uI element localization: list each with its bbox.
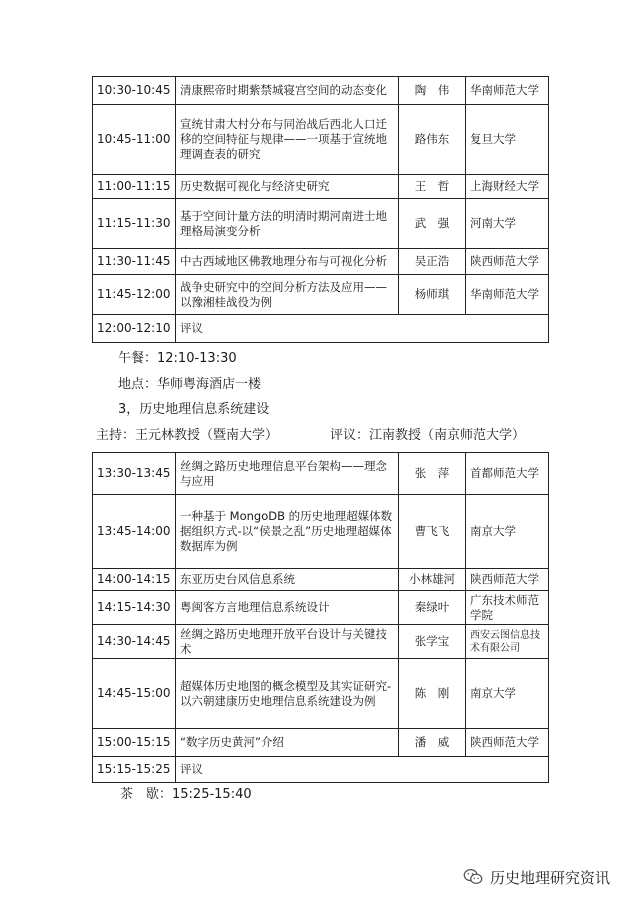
session-host: 主持：王元林教授（暨南大学）: [96, 428, 279, 443]
university-cell: 河南大学: [466, 199, 549, 249]
title-cell: 宣统甘肃大村分布与同治战后西北人口迁移的空间特征与规律——一项基于宣统地理调查表的研究: [176, 105, 399, 175]
speaker-cell: 杨师琪: [399, 275, 466, 315]
table-row: [93, 757, 549, 783]
university-cell: 华南师范大学: [466, 77, 549, 105]
title-cell: 基于空间计量方法的明清时期河南进士地理格局演变分析: [176, 199, 399, 249]
speaker-cell: 张学宝: [399, 625, 466, 659]
table-row: [93, 659, 549, 729]
speaker-cell: 陶 伟: [399, 77, 466, 105]
table-row: [93, 275, 549, 315]
title-cell: 历史数据可视化与经济史研究: [176, 175, 399, 199]
university-cell: 南京大学: [466, 495, 549, 569]
title-cell: 丝绸之路历史地理信息平台架构——理念与应用: [176, 453, 399, 495]
schedule-table-bottom: [92, 452, 549, 783]
university-cell: 广东技术师范学院: [466, 591, 549, 625]
table-row: [93, 77, 549, 105]
title-cell: 战争史研究中的空间分析方法及应用——以豫湘桂战役为例: [176, 275, 399, 315]
time-cell: 12:00-12:10: [93, 315, 176, 343]
section-title: 3，历史地理信息系统建设: [118, 402, 270, 417]
table-row: [93, 729, 549, 757]
table-row: [93, 105, 549, 175]
title-cell: 超媒体历史地图的概念模型及其实证研究-以六朝建康历史地理信息系统建设为例: [176, 659, 399, 729]
watermark: [462, 866, 610, 888]
speaker-cell: 小林雄河: [399, 569, 466, 591]
time-cell: 14:15-14:30: [93, 591, 176, 625]
speaker-cell: 武 强: [399, 199, 466, 249]
time-cell: 13:45-14:00: [93, 495, 176, 569]
time-cell: 10:45-11:00: [93, 105, 176, 175]
title-cell: 丝绸之路历史地理开放平台设计与关键技术: [176, 625, 399, 659]
table-row: [93, 569, 549, 591]
session-reviewer: 评议：江南教授（南京师范大学）: [330, 428, 526, 443]
lunch-time: 午餐：12:10-13:30: [118, 351, 237, 366]
time-cell: 14:45-15:00: [93, 659, 176, 729]
time-cell: 14:30-14:45: [93, 625, 176, 659]
comment-cell: 评议: [176, 757, 549, 783]
time-cell: 10:30-10:45: [93, 77, 176, 105]
time-cell: 13:30-13:45: [93, 453, 176, 495]
table-row: [93, 495, 549, 569]
university-cell: 复旦大学: [466, 105, 549, 175]
speaker-cell: 王 哲: [399, 175, 466, 199]
time-cell: 11:00-11:15: [93, 175, 176, 199]
table-row: [93, 591, 549, 625]
table-row: [93, 249, 549, 275]
speaker-cell: 曹飞飞: [399, 495, 466, 569]
title-cell: 中古西域地区佛教地理分布与可视化分析: [176, 249, 399, 275]
watermark-text: 历史地理研究资讯: [490, 868, 611, 887]
university-cell: 陕西师范大学: [466, 569, 549, 591]
time-cell: 11:45-12:00: [93, 275, 176, 315]
title-cell: 东亚历史台风信息系统: [176, 569, 399, 591]
speaker-cell: 秦绿叶: [399, 591, 466, 625]
time-cell: 11:30-11:45: [93, 249, 176, 275]
comment-cell: 评议: [176, 315, 549, 343]
title-cell: 粤闽客方言地理信息系统设计: [176, 591, 399, 625]
speaker-cell: 陈 刚: [399, 659, 466, 729]
tea-break: 茶 歇：15:25-15:40: [120, 787, 252, 802]
university-cell: 首都师范大学: [466, 453, 549, 495]
title-cell: 清康熙帝时期紫禁城寝宫空间的动态变化: [176, 77, 399, 105]
time-cell: 15:15-15:25: [93, 757, 176, 783]
table-row: [93, 315, 549, 343]
university-cell: 华南师范大学: [466, 275, 549, 315]
table-row: [93, 175, 549, 199]
university-cell: 南京大学: [466, 659, 549, 729]
university-cell: 上海财经大学: [466, 175, 549, 199]
speaker-cell: 吴正浩: [399, 249, 466, 275]
time-cell: 11:15-11:30: [93, 199, 176, 249]
table-row: [93, 199, 549, 249]
speaker-cell: 路伟东: [399, 105, 466, 175]
speaker-cell: 张 萍: [399, 453, 466, 495]
time-cell: 14:00-14:15: [93, 569, 176, 591]
schedule-table-top: [92, 76, 549, 343]
university-cell: 陕西师范大学: [466, 249, 549, 275]
speaker-cell: 潘 威: [399, 729, 466, 757]
title-cell: 一种基于 MongoDB 的历史地理超媒体数据组织方式-以“侯景之乱”历史地理超媒体数据库为例: [176, 495, 399, 569]
university-cell: 陕西师范大学: [466, 729, 549, 757]
table-row: [93, 625, 549, 659]
wechat-icon: [462, 866, 484, 888]
lunch-location: 地点：华师粤海酒店一楼: [118, 377, 262, 392]
title-cell: “数字历史黄河”介绍: [176, 729, 399, 757]
table-row: [93, 453, 549, 495]
university-cell: 西安云图信息技术有限公司: [466, 625, 549, 659]
time-cell: 15:00-15:15: [93, 729, 176, 757]
